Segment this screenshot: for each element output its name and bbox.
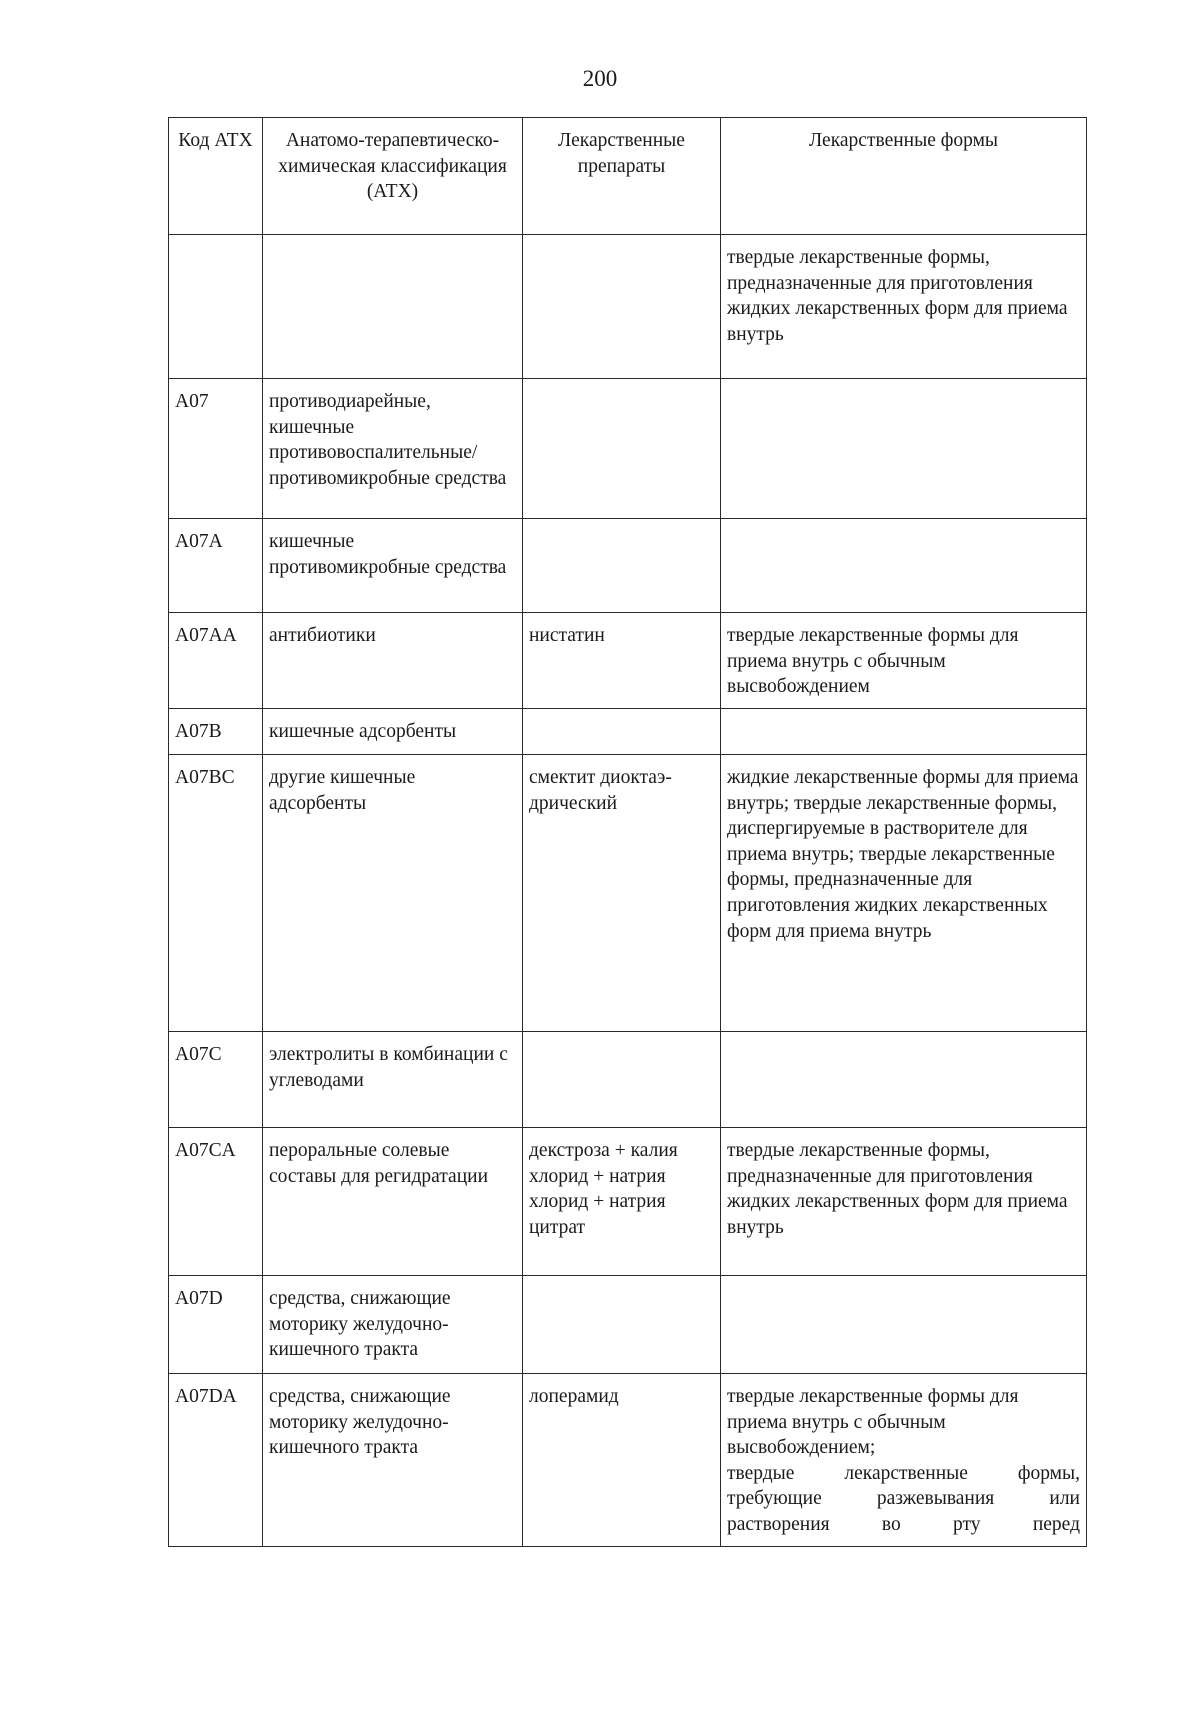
- cell-classification: кишечные адсорбенты: [263, 709, 523, 755]
- cell-drugs: [523, 379, 721, 519]
- cell-classification: антибиотики: [263, 613, 523, 709]
- cell-code: A07C: [169, 1032, 263, 1128]
- cell-forms: твердые лекарственные формы, предназначенные для приготовления жидких лекарственных форм для приема внутрь: [721, 235, 1087, 379]
- cell-drugs: [523, 235, 721, 379]
- cell-drugs: декстроза + калия хлорид + натрия хлорид + натрия цитрат: [523, 1128, 721, 1276]
- cell-code: A07D: [169, 1276, 263, 1374]
- forms-text-line: требующие разжевывания или: [727, 1488, 1080, 1510]
- cell-drugs: [523, 1032, 721, 1128]
- cell-code: A07A: [169, 519, 263, 613]
- header-forms: Лекарственные формы: [721, 118, 1087, 235]
- cell-drugs: нистатин: [523, 613, 721, 709]
- cell-forms: твердые лекарственные формы для приема внутрь с обычным высвобождением: [721, 613, 1087, 709]
- forms-text-line: твердые лекарственные формы для приема внутрь с обычным высвобождением;: [727, 1386, 1019, 1459]
- table-header-row: [169, 118, 1087, 235]
- cell-classification: противодиарейные, кишечные противовоспалительные/ противомикробные средства: [263, 379, 523, 519]
- table-row: [169, 1128, 1087, 1276]
- cell-classification: средства, снижающие моторику желудочно-кишечного тракта: [263, 1276, 523, 1374]
- cell-drugs: [523, 519, 721, 613]
- cell-forms: [721, 379, 1087, 519]
- table-row: [169, 613, 1087, 709]
- table-row: [169, 379, 1087, 519]
- cell-classification: электролиты в комбинации с углеводами: [263, 1032, 523, 1128]
- cell-classification: средства, снижающие моторику желудочно-кишечного тракта: [263, 1374, 523, 1547]
- cell-classification: другие кишечные адсорбенты: [263, 755, 523, 1032]
- cell-code: A07CA: [169, 1128, 263, 1276]
- cell-forms: [721, 1276, 1087, 1374]
- forms-text-line: растворения во рту перед: [727, 1513, 1080, 1535]
- cell-code: A07: [169, 379, 263, 519]
- table-row: [169, 709, 1087, 755]
- cell-forms: [721, 1032, 1087, 1128]
- cell-code: A07DA: [169, 1374, 263, 1547]
- table-row: [169, 519, 1087, 613]
- cell-drugs: смектит диоктаэ-дрический: [523, 755, 721, 1032]
- cell-forms: жидкие лекарственные формы для приема внутрь; твердые лекарственные формы, диспергируемые в растворителе для приема внутрь; твердые лекарственные формы, предназначенные для приготовления жидких лекарственных форм для приема внутрь: [721, 755, 1087, 1032]
- header-drugs: Лекарственные препараты: [523, 118, 721, 235]
- cell-classification: пероральные солевые составы для регидратации: [263, 1128, 523, 1276]
- atc-table: [168, 117, 1087, 1547]
- cell-forms: [721, 709, 1087, 755]
- header-code: Код АТХ: [169, 118, 263, 235]
- table-row: [169, 1276, 1087, 1374]
- cell-code: [169, 235, 263, 379]
- table-row: [169, 1374, 1087, 1547]
- cell-drugs: [523, 709, 721, 755]
- cell-forms: [721, 519, 1087, 613]
- cell-forms: [721, 1374, 1087, 1547]
- cell-drugs: лоперамид: [523, 1374, 721, 1547]
- header-classification: Анатомо-терапевтическо-химическая классификация (АТХ): [263, 118, 523, 235]
- cell-classification: кишечные противомикробные средства: [263, 519, 523, 613]
- cell-code: A07B: [169, 709, 263, 755]
- cell-classification: [263, 235, 523, 379]
- page-number: 200: [582, 66, 618, 91]
- table-row: [169, 755, 1087, 1032]
- cell-code: A07AA: [169, 613, 263, 709]
- table-row: [169, 235, 1087, 379]
- cell-forms: твердые лекарственные формы, предназначенные для приготовления жидких лекарственных форм для приема внутрь: [721, 1128, 1087, 1276]
- cell-code: A07BC: [169, 755, 263, 1032]
- table-row: [169, 1032, 1087, 1128]
- forms-text-line: твердые лекарственные формы,: [727, 1462, 1080, 1484]
- cell-drugs: [523, 1276, 721, 1374]
